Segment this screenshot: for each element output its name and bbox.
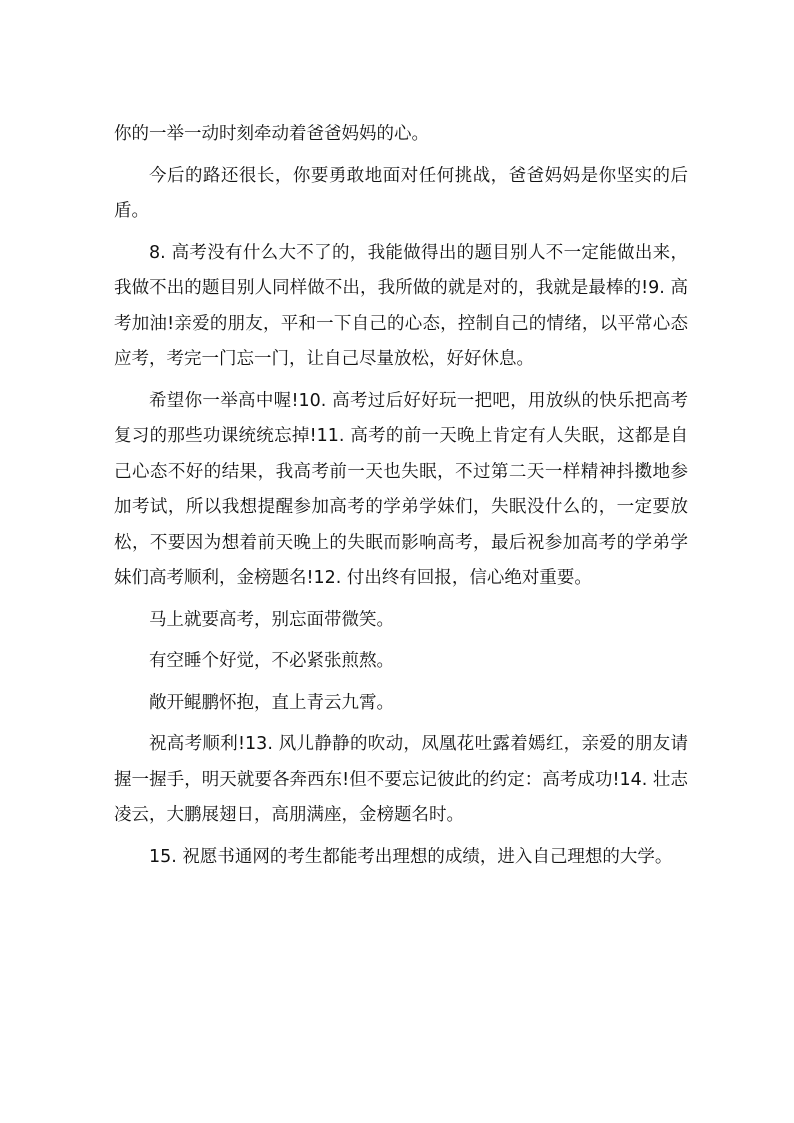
paragraph: 敞开鲲鹏怀抱，直上青云九霄。 — [149, 692, 394, 713]
document-body — [114, 117, 688, 881]
paragraph: 你的一举一动时刻牵动着爸爸妈妈的心。 — [114, 124, 429, 144]
paragraph: 马上就要高考，别忘面带微笑。 — [149, 609, 394, 630]
paragraph: 希望你一举高中喔!10. 高考过后好好玩一把吧，用放纵的快乐把高考复习的那些功课统统忘掉!11. 高考的前一天晚上肯定有人失眠，这都是自己心态不好的结果，我高考前一天也失眠，不过第二天一样精神抖擞地参加考试，所以我想提醒参加高考的学弟学妹们，失眠没什么的，一定要放松，不要因为想着前天晚上的失眠而影响高考，最后祝参加高考的学弟学妹们高考顺利，金榜题名!12. 付出终有回报，信心绝对重要。 — [114, 390, 688, 588]
paragraph: 8. 高考没有什么大不了的，我能做得出的题目别人不一定能做出来，我做不出的题目别人同样做不出，我所做的就是对的，我就是最棒的!9. 高考加油!亲爱的朋友，平和一下自己的心态，控制自己的情绪，以平常心态应考，考完一门忘一门，让自己尽量放松，好好休息。 — [114, 242, 688, 369]
paragraph: 今后的路还很长，你要勇敢地面对任何挑战，爸爸妈妈是你坚实的后盾。 — [114, 165, 688, 221]
paragraph: 15. 祝愿书通网的考生都能考出理想的成绩，进入自己理想的大学。 — [149, 846, 673, 867]
paragraph: 祝高考顺利!13. 风儿静静的吹动，凤凰花吐露着嫣红，亲爱的朋友请握一握手，明天就要各奔西东!但不要忘记彼此的约定：高考成功!14. 壮志凌云，大鹏展翅日，高朋满座，金榜题名时。 — [114, 734, 688, 825]
paragraph: 有空睡个好觉，不必紧张煎熬。 — [149, 651, 394, 671]
